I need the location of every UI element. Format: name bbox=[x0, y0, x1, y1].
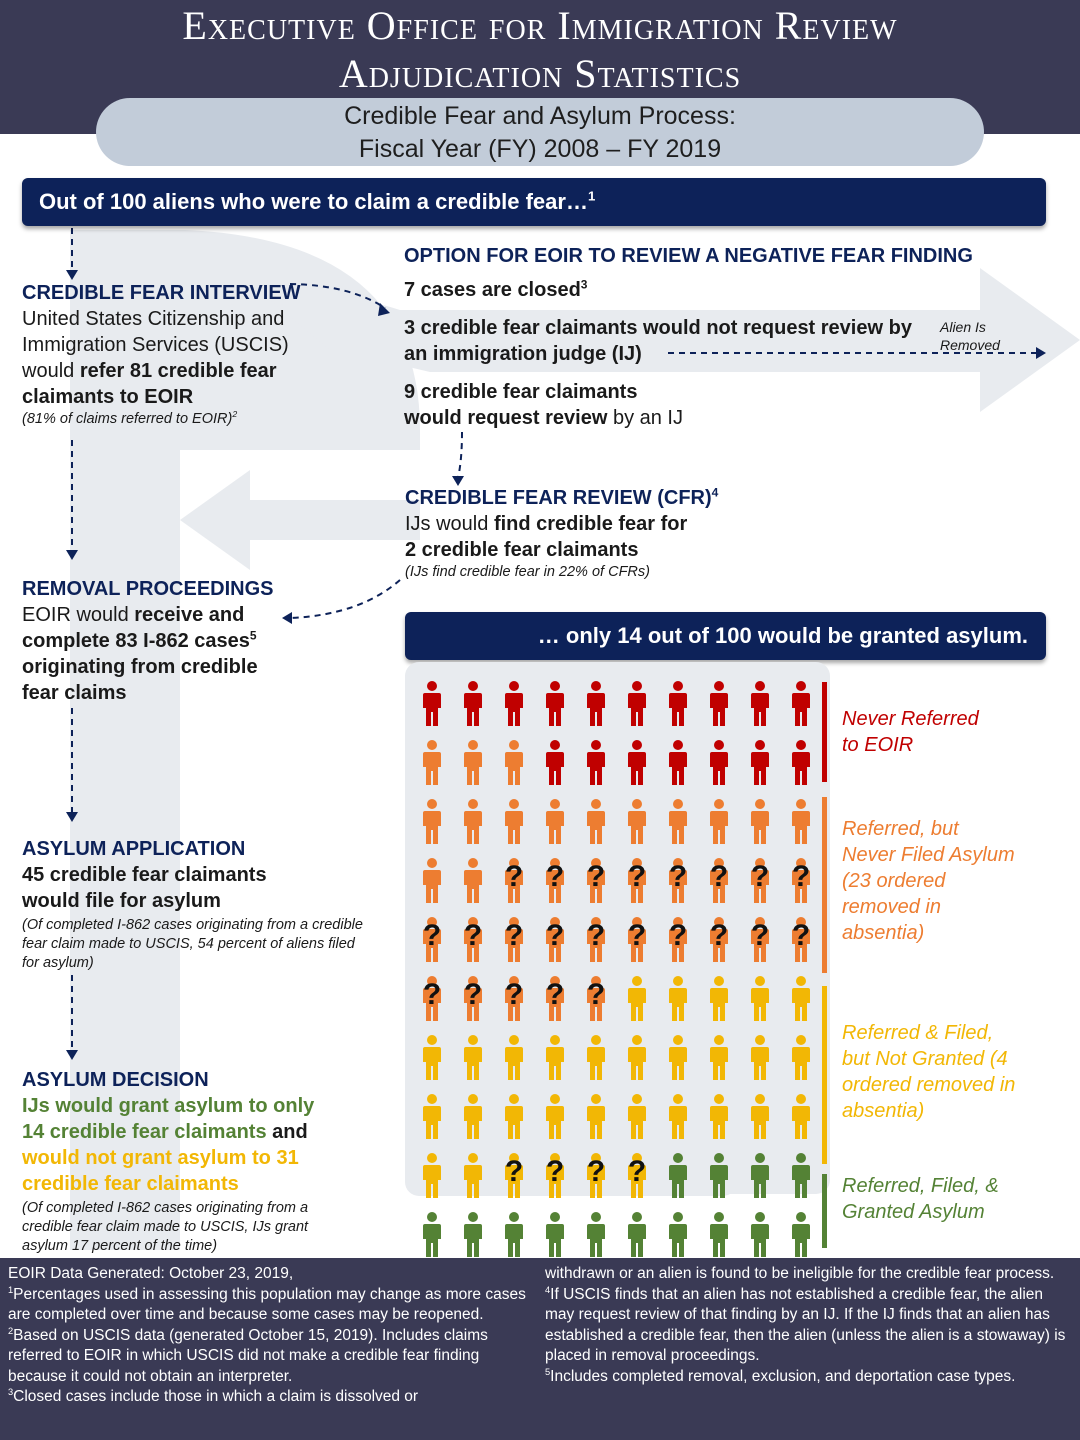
option-closed: 7 cases are closed bbox=[404, 279, 581, 301]
question-mark: ? bbox=[791, 860, 811, 893]
question-mark: ? bbox=[422, 978, 442, 1011]
question-mark: ? bbox=[463, 919, 483, 952]
question-mark: ? bbox=[750, 860, 770, 893]
person-icon bbox=[504, 740, 524, 786]
cfr-heading-sup: 4 bbox=[711, 485, 719, 500]
question-mark: ? bbox=[586, 860, 606, 893]
footer-col-left bbox=[8, 1264, 533, 1408]
question-mark: ? bbox=[586, 978, 606, 1011]
page-title-line-2: Adjudication Statistics bbox=[338, 51, 742, 96]
option-heading: OPTION FOR EOIR TO REVIEW A NEGATIVE FEAR FINDING bbox=[404, 245, 973, 267]
footer-note-5: Includes completed removal, exclusion, and deportation case types. bbox=[550, 1367, 1016, 1385]
application-block bbox=[22, 836, 367, 973]
person-icon bbox=[791, 799, 811, 845]
interview-line-4: claimants to EOIR bbox=[22, 386, 194, 408]
person-icon bbox=[463, 1094, 483, 1140]
decision-gold-2: credible fear claimants bbox=[22, 1173, 239, 1195]
removal-block bbox=[22, 576, 352, 706]
person-icon bbox=[504, 1094, 524, 1140]
dash-5 bbox=[458, 432, 462, 478]
question-mark: ? bbox=[709, 919, 729, 952]
person-icon bbox=[586, 1035, 606, 1081]
application-heading: ASYLUM APPLICATION bbox=[22, 838, 246, 860]
cfr-note: (IJs find credible fear in 22% of CFRs) bbox=[405, 564, 650, 580]
person-icon bbox=[627, 1035, 647, 1081]
decision-heading: ASYLUM DECISION bbox=[22, 1069, 209, 1091]
person-icon bbox=[545, 740, 565, 786]
application-note: (Of completed I-862 cases originating from a credible fear claim made to USCIS, 54 percent of aliens filed for asylum) bbox=[22, 917, 363, 971]
option-no-review-2: an immigration judge (IJ) bbox=[404, 343, 642, 365]
subtitle-pill bbox=[96, 98, 984, 166]
interview-note-sup: 2 bbox=[232, 409, 238, 420]
question-mark: ? bbox=[545, 1155, 565, 1188]
interview-line-1: United States Citizenship and bbox=[22, 308, 285, 330]
person-icon bbox=[545, 1035, 565, 1081]
category-bar-never-filed bbox=[822, 797, 827, 973]
interview-line-3 bbox=[22, 358, 352, 384]
person-icon bbox=[709, 1035, 729, 1081]
question-mark: ? bbox=[586, 919, 606, 952]
flow-arrow-left bbox=[180, 470, 420, 570]
person-icon bbox=[627, 976, 647, 1022]
alien-removed-label bbox=[940, 318, 1000, 354]
interview-line-2: Immigration Services (USCIS) bbox=[22, 334, 289, 356]
subtitle-line-1: Credible Fear and Asylum Process: bbox=[344, 102, 736, 130]
person-icon bbox=[504, 799, 524, 845]
category-bar-not-granted bbox=[822, 986, 827, 1164]
person-icon bbox=[709, 976, 729, 1022]
question-mark: ? bbox=[709, 860, 729, 893]
person-icon bbox=[668, 1035, 688, 1081]
cfr-line-1a: IJs would bbox=[405, 513, 494, 535]
category-label-not-granted bbox=[842, 1020, 1015, 1124]
cat1-l5: absentia) bbox=[842, 922, 925, 944]
person-icon bbox=[668, 1153, 688, 1199]
person-icon bbox=[586, 1094, 606, 1140]
person-icon bbox=[791, 740, 811, 786]
cat2-l2: but Not Granted (4 bbox=[842, 1048, 1008, 1070]
question-mark: ? bbox=[504, 860, 524, 893]
footer-note-1: Percentages used in assessing this population may change as more cases are completed over time and because some cases may be reopened. bbox=[8, 1285, 526, 1323]
person-icon bbox=[504, 1035, 524, 1081]
person-icon bbox=[586, 740, 606, 786]
removal-line-4: fear claims bbox=[22, 682, 127, 704]
footer-generated: EOIR Data Generated: October 23, 2019, bbox=[8, 1265, 294, 1282]
person-icon bbox=[791, 976, 811, 1022]
decision-block bbox=[22, 1067, 352, 1256]
person-icon bbox=[709, 1094, 729, 1140]
person-icon bbox=[791, 1212, 811, 1258]
removal-line-1a: EOIR would bbox=[22, 604, 135, 626]
person-icon bbox=[750, 799, 770, 845]
person-icon bbox=[463, 858, 483, 904]
person-icon bbox=[750, 976, 770, 1022]
person-icon bbox=[791, 681, 811, 727]
cat2-l1: Referred & Filed, bbox=[842, 1022, 994, 1044]
removal-line-2: complete 83 I-862 cases bbox=[22, 630, 250, 652]
cat1-l4: removed in bbox=[842, 896, 941, 918]
person-icon bbox=[504, 1212, 524, 1258]
question-mark: ? bbox=[463, 978, 483, 1011]
page-title-line-1: Executive Office for Immigration Review bbox=[182, 3, 898, 48]
cat3-l2: Granted Asylum bbox=[842, 1201, 985, 1223]
person-icon bbox=[422, 740, 442, 786]
person-icon bbox=[668, 740, 688, 786]
person-icon bbox=[668, 1212, 688, 1258]
person-icon bbox=[545, 1094, 565, 1140]
cat1-l3: (23 ordered bbox=[842, 870, 946, 892]
question-mark: ? bbox=[545, 860, 565, 893]
person-icon bbox=[463, 799, 483, 845]
person-icon bbox=[627, 681, 647, 727]
footer-sup-2: 2 bbox=[8, 1325, 14, 1336]
alien-removed-1: Alien Is bbox=[940, 319, 986, 335]
subtitle-line-2: Fiscal Year (FY) 2008 – FY 2019 bbox=[358, 135, 722, 163]
question-mark: ? bbox=[545, 919, 565, 952]
person-icon bbox=[709, 1212, 729, 1258]
banner-bottom-text: … only 14 out of 100 would be granted asylum. bbox=[537, 623, 1028, 648]
person-icon bbox=[750, 1035, 770, 1081]
person-icon bbox=[422, 681, 442, 727]
person-icon bbox=[463, 1035, 483, 1081]
interview-line-3b: refer 81 credible fear bbox=[79, 360, 277, 382]
banner-bottom bbox=[405, 612, 1046, 660]
category-label-never-referred bbox=[842, 706, 979, 758]
question-mark: ? bbox=[627, 860, 647, 893]
person-icon bbox=[668, 976, 688, 1022]
application-line-1: 45 credible fear claimants bbox=[22, 864, 267, 886]
cat0-l1: Never Referred bbox=[842, 708, 979, 730]
cat1-l1: Referred, but bbox=[842, 818, 959, 840]
question-mark: ? bbox=[586, 1155, 606, 1188]
person-icon bbox=[422, 1094, 442, 1140]
question-mark: ? bbox=[422, 919, 442, 952]
option-no-review-1: 3 credible fear claimants would not request review by bbox=[404, 317, 912, 339]
person-icon bbox=[668, 799, 688, 845]
footer-sup-4: 4 bbox=[545, 1284, 551, 1295]
cat2-l3: ordered removed in bbox=[842, 1074, 1016, 1096]
question-mark: ? bbox=[504, 978, 524, 1011]
person-icon bbox=[709, 1153, 729, 1199]
question-mark: ? bbox=[750, 919, 770, 952]
person-icon bbox=[750, 1153, 770, 1199]
person-icon bbox=[586, 1212, 606, 1258]
removal-line-3: originating from credible bbox=[22, 656, 258, 678]
person-icon bbox=[422, 1212, 442, 1258]
removal-line-1b: receive and bbox=[134, 604, 245, 626]
person-icon bbox=[627, 1094, 647, 1140]
person-icon bbox=[750, 740, 770, 786]
person-icon bbox=[791, 1153, 811, 1199]
person-icon bbox=[586, 799, 606, 845]
footer-col-right bbox=[545, 1264, 1075, 1387]
question-mark: ? bbox=[627, 1155, 647, 1188]
person-icon bbox=[463, 681, 483, 727]
option-review-2b: by an IJ bbox=[607, 407, 683, 429]
interview-block bbox=[22, 280, 352, 429]
cfr-line-2: 2 credible fear claimants bbox=[405, 539, 639, 561]
cat2-l4: absentia) bbox=[842, 1100, 925, 1122]
person-icon bbox=[422, 799, 442, 845]
question-mark: ? bbox=[545, 978, 565, 1011]
person-icon bbox=[545, 681, 565, 727]
person-icon bbox=[422, 858, 442, 904]
interview-heading: CREDIBLE FEAR INTERVIEW bbox=[22, 282, 301, 304]
person-icon bbox=[545, 799, 565, 845]
person-icon bbox=[709, 799, 729, 845]
category-bar-never-referred bbox=[822, 682, 827, 782]
person-icon bbox=[791, 1094, 811, 1140]
interview-line-3a: would bbox=[22, 360, 80, 382]
option-review-1: 9 credible fear claimants bbox=[404, 381, 638, 403]
person-icon bbox=[791, 1035, 811, 1081]
application-line-2: would file for asylum bbox=[22, 890, 221, 912]
footer bbox=[0, 1258, 1080, 1440]
banner-top-sup: 1 bbox=[587, 188, 596, 204]
person-icon bbox=[627, 740, 647, 786]
cfr-line-1b: find credible fear for bbox=[493, 513, 688, 535]
footer-note-2: Based on USCIS data (generated October 15, 2019). Includes claims referred to EOIR in which USCIS did not make a credible fear finding because it could not obtain an interpreter. bbox=[8, 1326, 488, 1385]
footer-note-3-cont: withdrawn or an alien is found to be ineligible for the credible fear process. bbox=[545, 1265, 1055, 1282]
decision-note: (Of completed I-862 cases originating from a credible fear claim made to USCIS, IJs grant asylum 17 percent of the time) bbox=[22, 1200, 309, 1254]
person-icon bbox=[463, 1212, 483, 1258]
category-bar-granted bbox=[822, 1174, 827, 1248]
question-mark: ? bbox=[668, 919, 688, 952]
cat0-l2: to EOIR bbox=[842, 734, 914, 756]
alien-removed-2: Removed bbox=[940, 337, 1000, 353]
question-mark: ? bbox=[627, 919, 647, 952]
person-icon bbox=[463, 740, 483, 786]
question-mark: ? bbox=[791, 919, 811, 952]
footer-sup-3: 3 bbox=[8, 1386, 14, 1397]
person-icon bbox=[545, 1212, 565, 1258]
person-icon bbox=[422, 1035, 442, 1081]
person-icon bbox=[627, 799, 647, 845]
category-label-never-filed bbox=[842, 816, 1015, 946]
footer-sup-5: 5 bbox=[545, 1366, 551, 1377]
interview-note: (81% of claims referred to EOIR) bbox=[22, 411, 233, 427]
person-icon bbox=[627, 1212, 647, 1258]
person-icon bbox=[750, 1094, 770, 1140]
cat1-l2: Never Filed Asylum bbox=[842, 844, 1015, 866]
person-icon bbox=[750, 1212, 770, 1258]
cfr-heading: CREDIBLE FEAR REVIEW (CFR) bbox=[405, 487, 712, 509]
decision-and: and bbox=[266, 1121, 308, 1143]
banner-top bbox=[22, 178, 1046, 226]
removal-line-2-sup: 5 bbox=[249, 628, 257, 643]
decision-green-2: 14 credible fear claimants bbox=[22, 1121, 267, 1143]
category-label-granted bbox=[842, 1173, 999, 1225]
footer-sup-1: 1 bbox=[8, 1284, 14, 1295]
person-icon bbox=[709, 740, 729, 786]
footer-note-3: Closed cases include those in which a claim is dissolved or bbox=[13, 1388, 419, 1405]
cfr-block bbox=[405, 485, 805, 582]
decision-gold-1: would not grant asylum to 31 bbox=[22, 1147, 299, 1169]
person-icon bbox=[668, 681, 688, 727]
person-icon bbox=[750, 681, 770, 727]
person-icon bbox=[463, 1153, 483, 1199]
person-icon bbox=[422, 1153, 442, 1199]
question-mark: ? bbox=[668, 860, 688, 893]
removal-heading: REMOVAL PROCEEDINGS bbox=[22, 578, 274, 600]
banner-top-text: Out of 100 aliens who were to claim a credible fear… bbox=[39, 189, 588, 214]
option-review-2a: would request review bbox=[404, 407, 608, 429]
decision-green-1: IJs would grant asylum to only bbox=[22, 1095, 315, 1117]
option-closed-sup: 3 bbox=[580, 277, 588, 292]
person-icon bbox=[504, 681, 524, 727]
cat3-l1: Referred, Filed, & bbox=[842, 1175, 999, 1197]
person-icon bbox=[709, 681, 729, 727]
person-icon bbox=[586, 681, 606, 727]
footer-note-4: If USCIS finds that an alien has not established a credible fear, the alien may request review of that finding by an IJ. If the IJ finds that an alien has established a credible fear, then the alien (unless the alien is a stowaway) is placed in removal proceedings. bbox=[545, 1285, 1066, 1364]
question-mark: ? bbox=[504, 919, 524, 952]
question-mark: ? bbox=[504, 1155, 524, 1188]
person-icon bbox=[668, 1094, 688, 1140]
